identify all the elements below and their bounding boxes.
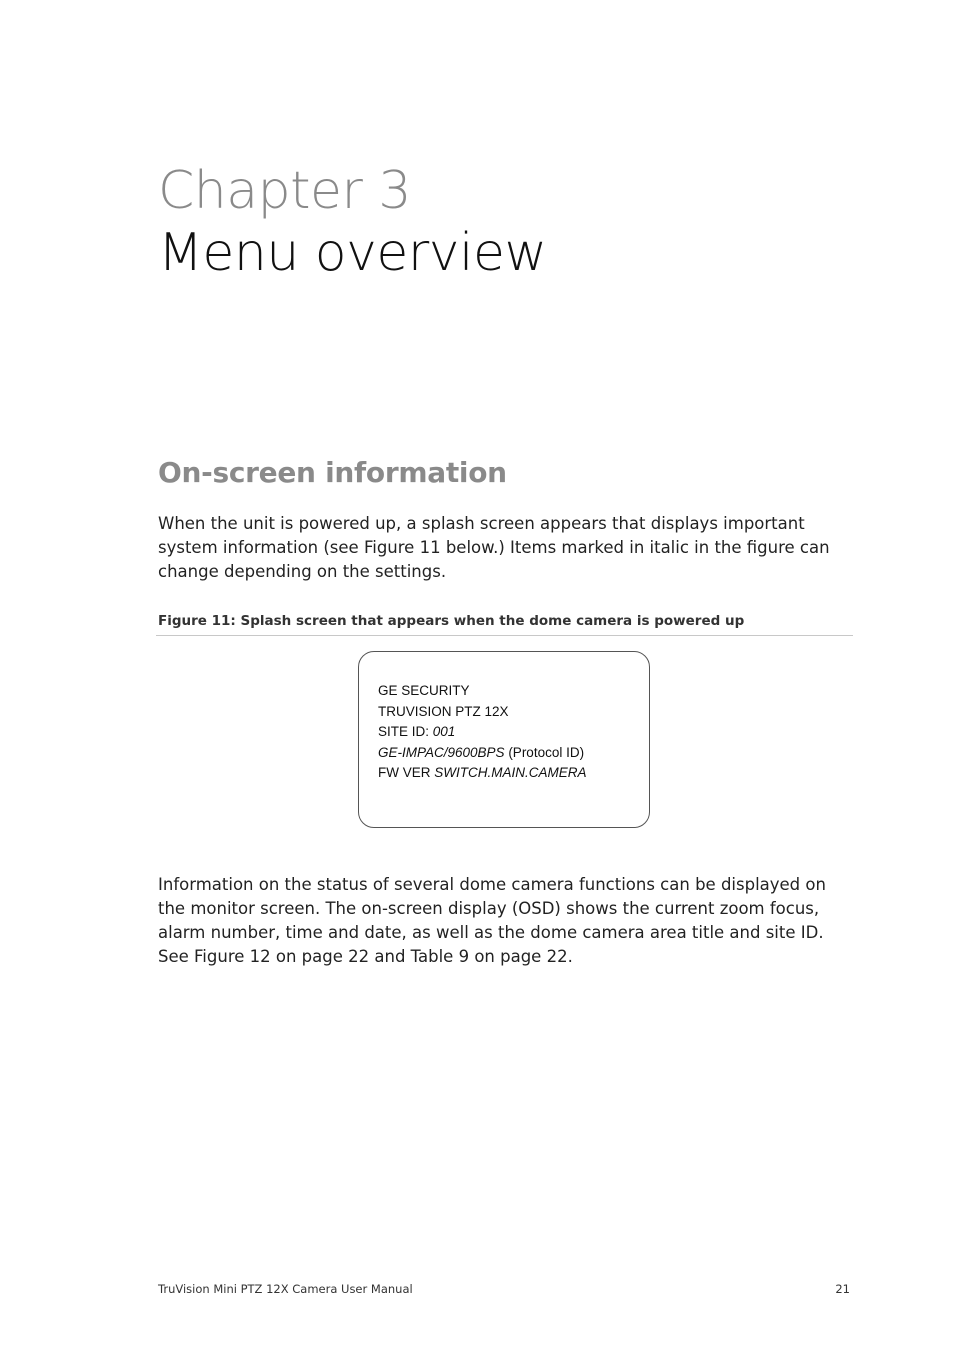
splash-line-product: TRUVISION PTZ 12X	[378, 703, 509, 719]
figure-caption: Figure 11: Splash screen that appears when the dome camera is powered up	[158, 613, 745, 629]
osd-paragraph: Information on the status of several dome camera functions can be displayed on the monitor screen. The on-screen display (OSD) shows the current zoom focus, alarm number, time and date, as well as the dome camera area title and site ID. See Figure 12 on page 22 and Table 9 on page 22.	[158, 875, 826, 966]
firmware-label: FW VER	[378, 765, 435, 780]
chapter-label: Chapter 3	[158, 161, 412, 221]
site-id-value: 001	[432, 724, 456, 739]
section-heading: On-screen information	[158, 456, 507, 489]
site-id-label: SITE ID:	[378, 724, 433, 739]
splash-text-block	[378, 681, 587, 784]
splash-line-firmware	[378, 763, 587, 784]
footer-manual-title: TruVision Mini PTZ 12X Camera User Manual	[158, 1282, 413, 1296]
chapter-title: Menu overview	[158, 223, 547, 283]
splash-screen-figure	[358, 651, 650, 828]
caption-divider	[156, 635, 853, 636]
intro-paragraph: When the unit is powered up, a splash screen appears that displays important system information (see Figure 11 below.) Items marked in italic in the figure can change depending on the settings.	[158, 514, 830, 581]
splash-line-company: GE SECURITY	[378, 683, 470, 698]
firmware-value: SWITCH.MAIN.CAMERA	[434, 765, 587, 780]
protocol-value: GE-IMPAC/9600BPS	[378, 744, 505, 760]
footer-page-number: 21	[835, 1282, 850, 1296]
protocol-label: (Protocol ID)	[504, 744, 585, 760]
splash-line-protocol	[378, 743, 587, 764]
splash-line-site	[378, 722, 587, 743]
